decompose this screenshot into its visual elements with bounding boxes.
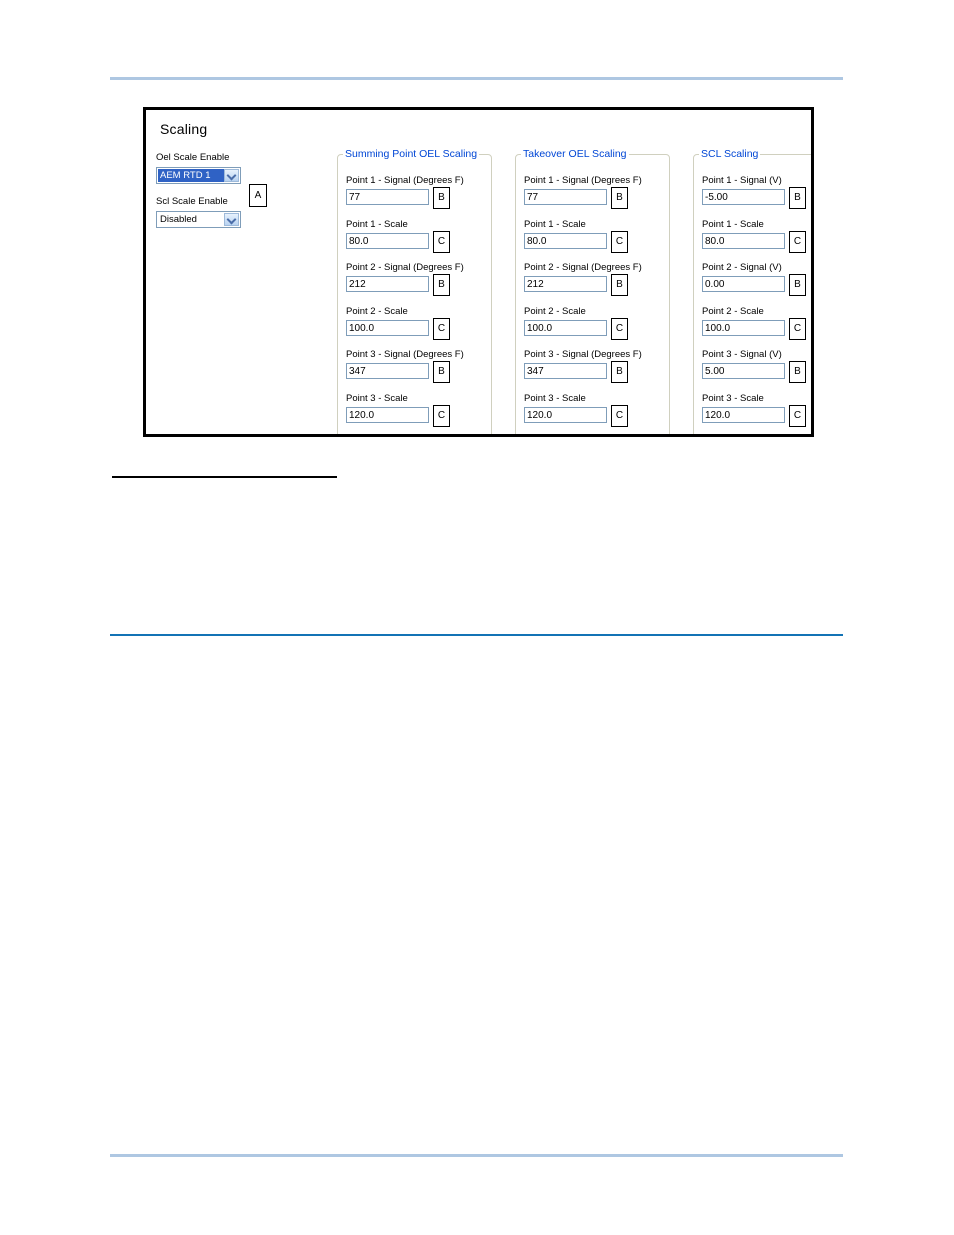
- field-input-point-1-scale[interactable]: [702, 233, 785, 249]
- callout-b: B: [611, 187, 628, 209]
- field-input-point-2-signal-degrees-f[interactable]: [524, 276, 607, 292]
- field-input-point-3-scale[interactable]: [524, 407, 607, 423]
- callout-c: C: [789, 318, 806, 340]
- field-label: Point 2 - Scale: [346, 306, 408, 317]
- field-label: Point 2 - Signal (Degrees F): [346, 262, 464, 273]
- chevron-down-icon[interactable]: [224, 169, 239, 182]
- field-label: Point 3 - Scale: [702, 393, 764, 404]
- oel-scale-enable-combo[interactable]: [156, 167, 241, 184]
- page-title: Scaling: [160, 121, 208, 137]
- callout-c: C: [789, 231, 806, 253]
- scl-scale-enable-combo[interactable]: [156, 211, 241, 228]
- field-input-point-3-signal-degrees-f[interactable]: [346, 363, 429, 379]
- field-input-point-2-scale[interactable]: [702, 320, 785, 336]
- field-label: Point 3 - Scale: [346, 393, 408, 404]
- scl-scale-enable-label: Scl Scale Enable: [156, 196, 228, 207]
- field-label: Point 2 - Signal (V): [702, 262, 782, 273]
- field-label: Point 1 - Scale: [702, 219, 764, 230]
- field-label: Point 1 - Signal (V): [702, 175, 782, 186]
- field-input-point-1-signal-degrees-f[interactable]: [346, 189, 429, 205]
- screenshot-figure: [143, 107, 814, 437]
- field-input-point-1-signal-degrees-f[interactable]: [524, 189, 607, 205]
- field-label: Point 1 - Signal (Degrees F): [346, 175, 464, 186]
- callout-c: C: [611, 231, 628, 253]
- scl-scale-enable-value: Disabled: [160, 214, 197, 225]
- field-input-point-2-scale[interactable]: [524, 320, 607, 336]
- field-label: Point 2 - Signal (Degrees F): [524, 262, 642, 273]
- groupbox-summing-point-oel-scaling: [337, 148, 492, 437]
- callout-c: C: [611, 405, 628, 427]
- oel-scale-enable-value: AEM RTD 1: [158, 169, 224, 182]
- field-label: Point 2 - Scale: [702, 306, 764, 317]
- callout-b: B: [433, 361, 450, 383]
- callout-b: B: [611, 361, 628, 383]
- group-title: Takeover OEL Scaling: [523, 148, 627, 160]
- field-input-point-1-signal-v[interactable]: [702, 189, 785, 205]
- groupbox-takeover-oel-scaling: [515, 148, 670, 437]
- callout-b: B: [789, 361, 806, 383]
- field-input-point-3-signal-v[interactable]: [702, 363, 785, 379]
- field-input-point-2-signal-degrees-f[interactable]: [346, 276, 429, 292]
- callout-c: C: [433, 318, 450, 340]
- field-input-point-3-scale[interactable]: [702, 407, 785, 423]
- callout-b: B: [611, 274, 628, 296]
- footnote-divider: [112, 476, 337, 478]
- callout-c: C: [611, 318, 628, 340]
- field-input-point-2-scale[interactable]: [346, 320, 429, 336]
- field-input-point-1-scale[interactable]: [524, 233, 607, 249]
- callout-c: C: [789, 405, 806, 427]
- group-title: SCL Scaling: [701, 148, 759, 160]
- field-label: Point 1 - Signal (Degrees F): [524, 175, 642, 186]
- field-input-point-1-scale[interactable]: [346, 233, 429, 249]
- field-input-point-2-signal-v[interactable]: [702, 276, 785, 292]
- field-input-point-3-scale[interactable]: [346, 407, 429, 423]
- field-label: Point 3 - Signal (V): [702, 349, 782, 360]
- callout-a: A: [249, 184, 267, 207]
- callout-b: B: [433, 187, 450, 209]
- oel-scale-enable-label: Oel Scale Enable: [156, 152, 230, 163]
- callout-b: B: [789, 274, 806, 296]
- field-label: Point 2 - Scale: [524, 306, 586, 317]
- callout-c: C: [433, 405, 450, 427]
- group-title: Summing Point OEL Scaling: [345, 148, 478, 160]
- field-label: Point 1 - Scale: [346, 219, 408, 230]
- callout-b: B: [433, 274, 450, 296]
- groupbox-scl-scaling: [693, 148, 814, 437]
- section-divider: [110, 634, 843, 636]
- top-divider: [110, 77, 843, 80]
- field-label: Point 3 - Signal (Degrees F): [346, 349, 464, 360]
- chevron-down-icon[interactable]: [224, 213, 239, 226]
- field-label: Point 1 - Scale: [524, 219, 586, 230]
- bottom-divider: [110, 1154, 843, 1157]
- callout-b: B: [789, 187, 806, 209]
- field-label: Point 3 - Signal (Degrees F): [524, 349, 642, 360]
- field-label: Point 3 - Scale: [524, 393, 586, 404]
- callout-c: C: [433, 231, 450, 253]
- field-input-point-3-signal-degrees-f[interactable]: [524, 363, 607, 379]
